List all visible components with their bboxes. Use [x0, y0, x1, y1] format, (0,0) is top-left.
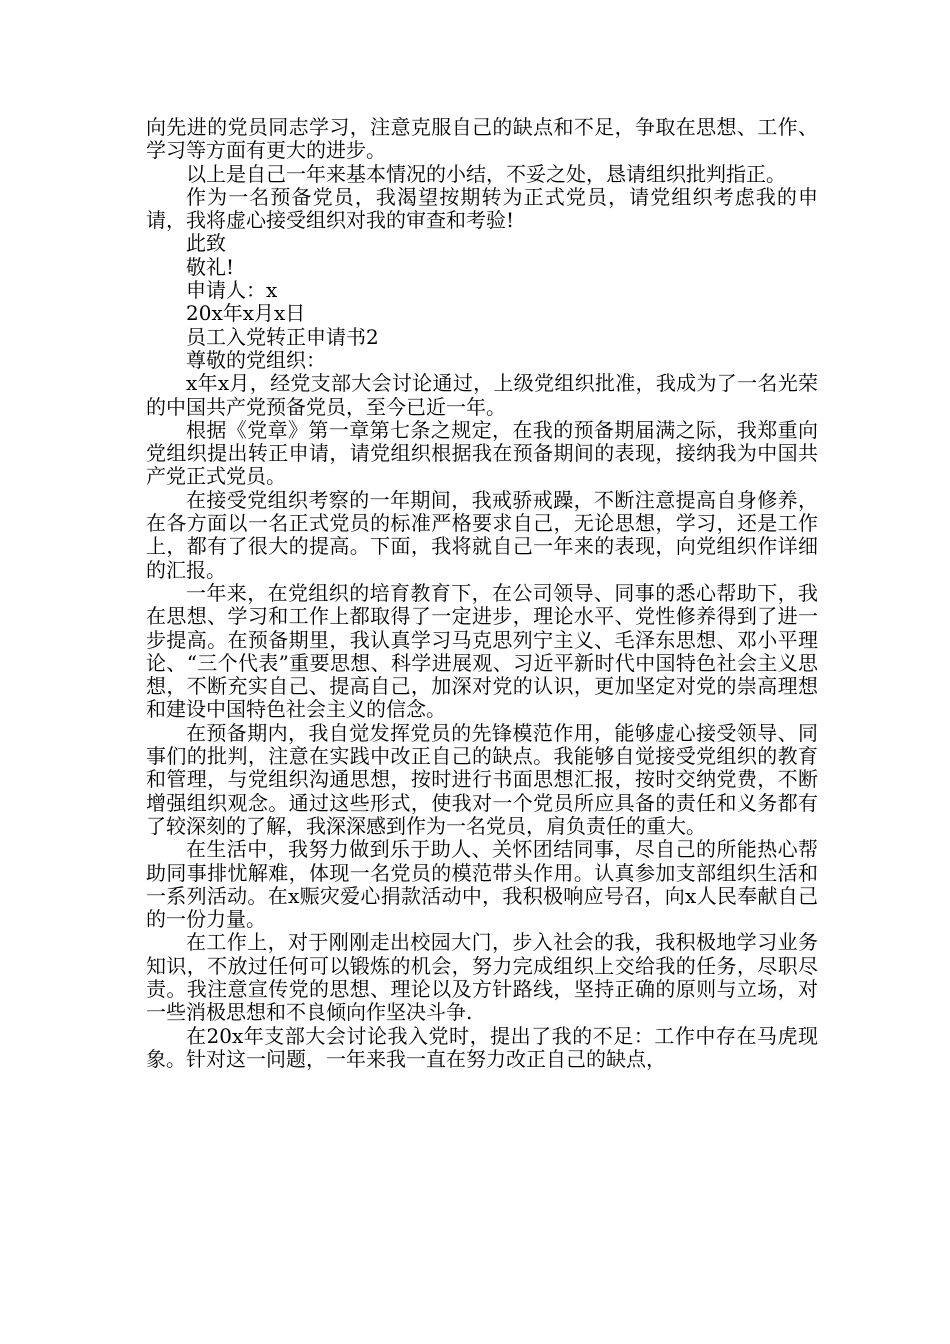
applicant-line: 申请人：x — [186, 278, 278, 303]
paragraph-13: 一年来，在党组织的培育教育下，在公司领导、同事的悉心帮助下，我在思想、学习和工作上都取得了一定进步，理论水平、党性修养得到了进一步提高。在预备期里，我认真学习马克思列宁主义、毛泽东思想、邓小平理论、“三个代表”重要思想、科学进展观、习近平新时代中国特色社会主义思想，不断充实自己、提高自己，加深对党的认识，更加坚定对党的崇高理想和建设中国特色社会主义的信念。 — [146, 580, 818, 722]
section-title: 员工入党转正申请书2 — [186, 324, 379, 349]
paragraph-17: 在20x年支部大会讨论我入党时，提出了我的不足：工作中存在马虎现象。针对这一问题，一年来我一直在努力改正自己的缺点， — [146, 1023, 818, 1071]
salutation: 尊敬的党组织： — [186, 347, 326, 372]
paragraph-11: 根据《党章》第一章第七条之规定，在我的预备期届满之际，我郑重向党组织提出转正申请，请党组织根据我在预备期间的表现，接纳我为中国共产党正式党员。 — [146, 417, 818, 489]
paragraph-14: 在预备期内，我自觉发挥党员的先锋模范作用，能够虚心接受领导、同事们的批判，注意在实践中改正自己的缺点。我能够自觉接受党组织的教育和管理，与党组织沟通思想，按时进行书面思想汇报，按时交纳党费，不断增强组织观念。通过这些形式，使我对一个党员所应具备的责任和义务都有了较深刻的了解，我深深感到作为一名党员，肩负责任的重大。 — [146, 720, 818, 838]
paragraph-12: 在接受党组织考察的一年期间，我戒骄戒躁，不断注意提高自身修养，在各方面以一名正式党员的标准严格要求自己，无论思想，学习，还是工作上，都有了很大的提高。下面，我将就自己一年来的表现，向党组织作详细的汇报。 — [146, 487, 818, 582]
document-page — [146, 116, 818, 1071]
date-line: 20x年x月x日 — [186, 301, 306, 326]
paragraph-2: 以上是自己一年来基本情况的小结，不妥之处，恳请组织批判指正。 — [186, 161, 786, 186]
closing-salutation: 此致 — [186, 231, 226, 256]
paragraph-15: 在生活中，我努力做到乐于助人、关怀团结同事，尽自己的所能热心帮助同事排忧解难，体现一名党员的模范带头作用。认真参加支部组织生活和一系列活动。在x赈灾爱心捐款活动中，我积极响应号召，向x人民奉献自己的一份力量。 — [146, 837, 818, 932]
paragraph-3: 作为一名预备党员，我渴望按期转为正式党员，请党组织考虑我的申请，我将虚心接受组织对我的审查和考验! — [146, 184, 818, 233]
paragraph-1: 向先进的党员同志学习，注意克服自己的缺点和不足，争取在思想、工作、学习等方面有更大的进步。 — [146, 115, 818, 163]
paragraph-16: 在工作上，对于刚刚走出校园大门，步入社会的我，我积极地学习业务知识，不放过任何可以锻炼的机会，努力完成组织上交给我的任务，尽职尽责。我注意宣传党的思想、理论以及方针路线，坚持正确的原则与立场，对一些消极思想和不良倾向作坚决斗争. — [146, 930, 818, 1025]
closing-regards: 敬礼! — [186, 254, 235, 279]
paragraph-10: x年x月，经党支部大会讨论通过，上级党组织批准，我成为了一名光荣的中国共产党预备党员，至今已近一年。 — [146, 371, 818, 419]
